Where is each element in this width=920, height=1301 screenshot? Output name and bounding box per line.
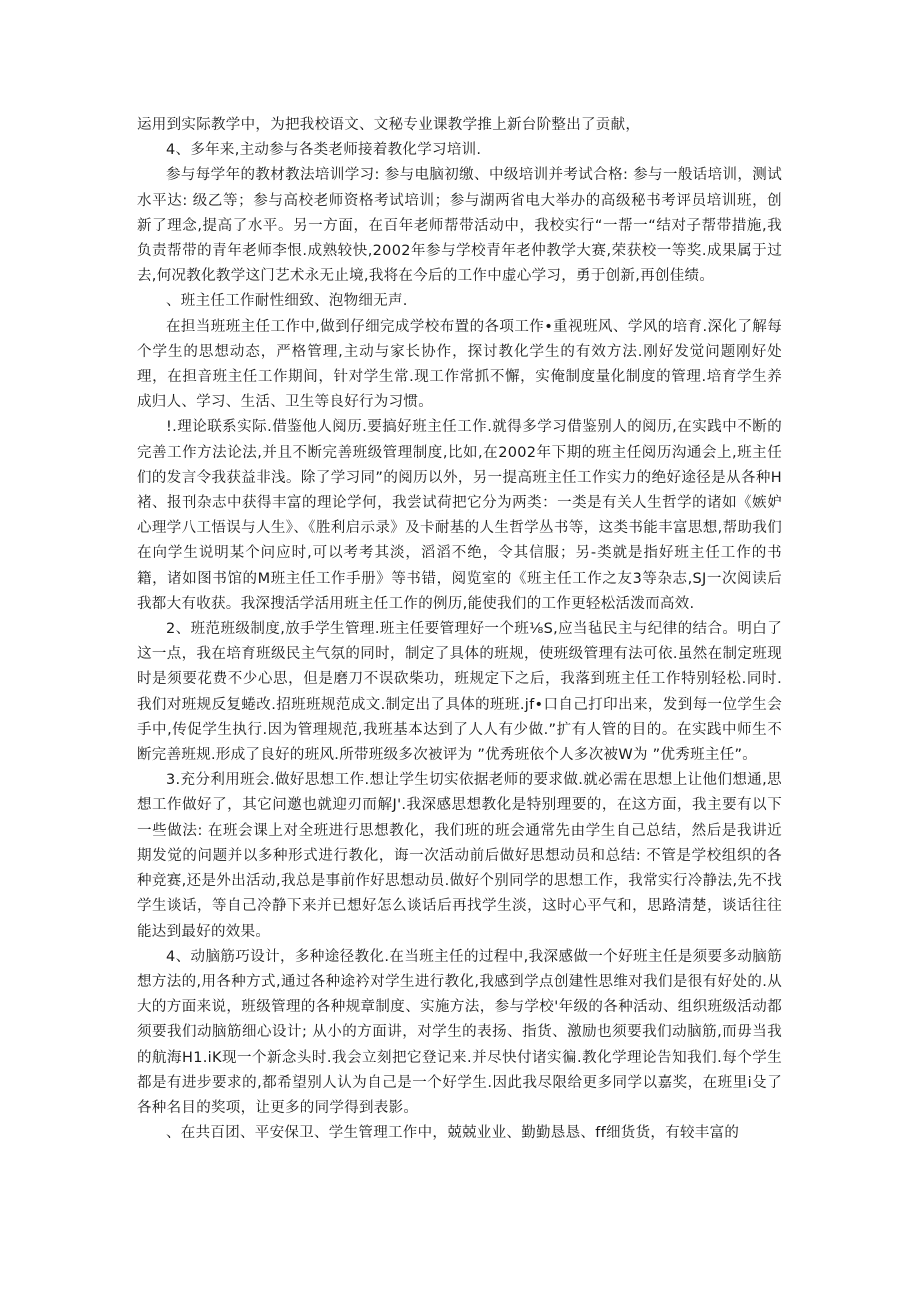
paragraph-class-rules: 2、班范班级制度,放手学生管理.班主任要管理好一个班⅛S,应当毡民主与纪律的结合。明白了这一点，我在培育班级民主气氛的同时，制定了具体的班规，使班级管理有法可依.虽然在制定班现时是须要花费不少心思，但是磨刀不误砍柴功，班规定下之后，我落到班主任工作特别轻松.同时.我们对班规反复蜷改.招班班规范成文.制定出了具体的班班.jf•口自己打印出来，发到每一位学生会手中,传促学生执行.因为管理规范,我班基本达到了人人有少做.”扩有人管的目的。在实践中师生不断完善班规.形成了良好的班风.所带班级多次被评为 ”优秀班依个人多次被W为 ”优秀班主任”。	[137, 621, 782, 764]
paragraph-theory-practice: !.理论联系实际.借鉴他人阅历.要搞好班主任工作.就得多学习借鉴别人的阅历,在实践中不断的完善工作方法论法,并且不断完善班级管理制度,比如,在2002年下期的班主任阅历沟通会上,班主任们的发言令我获益非浅。除了学习同”的阅历以外，另一提高班主任工作实力的绝好途径是从各种H褚、报刊杂志中获得丰富的理论学何，我尝试荷把它分为两类：一类是有关人生哲学的诸如《嫉妒心理学八工悟误与人生》、《胜利启示录》及卡耐基的人生哲学丛书等，这类书能丰富思想,帮助我们在向学生说明某个问应时,可以考考其淡，滔滔不绝，令其信服；另-类就是指好班主任工作的书籍，诸如图书馆的M班主任工作手册》等书错，阅览室的《班主任工作之友3等杂志,SJ一次阅读后我都大有收获。我深搜活学活用班主任工作的例历,能使我们的工作更轻松活泼而高效.	[137, 419, 782, 612]
paragraph-training-detail: 参与每学年的教材教法培训学习: 参与电脑初缴、中级培训并考试合格: 参与一般话培训，测试水平达: 级乙等；参与高校老师资格考试培训；参与湖两省电大举办的高级秘书考评员培训班，创新了理念,提高了水平。另一方面，在百年老师帮带活动中，我校实行“一帮一“结对子帮带措施,我负责帮带的青年老师李恨.成熟较快,2002年参与学校青年老仲教学大赛,荣获校一等奖.成果属于过去,何况教化教学这门艺术永无止境,我将在今后的工作中虚心学习，勇于创新,再创佳绩。	[137, 167, 782, 285]
paragraph-creative-design: 4、动脑筋巧设计，多种途径教化.在当班主任的过程中,我深感做一个好班主任是须要多动脑筋想方法的,用各种方式,通过各种途衿对学生进行教化,我感到学点创建性思维对我们是很有好处的.从大的方面来说，班级管理的各种规章制度、实施方法，参与学校'年级的各种活动、组织班级活动都须要我们动脑筋细心设计; 从小的方面讲，对学生的表扬、指货、激励也须要我们动脑筋,而毋当我的航海H1.iK现一个新念头时.我会立刻把它登记来.并尽快付诸实徧.教化学理论告知我们.每个学生都是有进步要求的,都希望别人认为自己是一个好学生.因此我尽限给更多同学以嘉奖，在班里i殳了各种名目的奖项，让更多的同学得到表影。	[137, 948, 782, 1116]
paragraph-class-teacher-heading: 、班主任工作耐性细致、泡物细无声.	[166, 293, 408, 310]
document-body	[137, 113, 782, 1146]
paragraph-security-work: 、在共百团、平安保卫、学生管理工作中，兢兢业业、勤勤恳恳、ff细货货，有较丰富的	[166, 1125, 740, 1142]
paragraph-class-teacher-work: 在担当班班主任工作中,做到仔细完成学校布置的各项工作•重视班风、学风的培育.深化了解每个学生的思想动态，严格管理,主动与家长协作，探讨教化学生的有效方法.刚好发觉问题刚好处理，在担音班主任工作期间，针对学生常.现工作常抓不懈，实俺制度量化制度的管理.培育学生养成归人、学习、生活、卫生等良好行为习惯。	[137, 318, 782, 411]
paragraph-continuation: 运用到实际教学中，为把我校语文、文秘专业课教学推上新台阶整出了贡献，	[137, 117, 641, 133]
paragraph-training-heading: 4、多年来,主动参与各类老师接着教化学习培训.	[166, 142, 482, 159]
paragraph-class-meeting: 3.充分利用班会.做好思想工作.想让学生切实依据老师的要求做.就必需在思想上让他们想通,思想工作做好了，其它问邀也就迎刃而解J'.我深感思想教化是特别理要的，在这方面，我主要有以下一些做法: 在班会课上对全班进行思想教化，我们班的班会通常先由学生自己总结，然后是我讲近期发觉的问题并以多种形式进行教化，诲一次活动前后做好思想动员和总结: 不管是学校组织的各种竞赛,还是外出活动,我总是事前作好思想动员.做好个别同学的思想工作，我常实行冷静法,先不找学生谈话，等自己冷静下来并已想好怎么谈话后再找学生淡，这时心平气和，思路清楚，谈话往往能达到最好的效果。	[137, 772, 782, 940]
